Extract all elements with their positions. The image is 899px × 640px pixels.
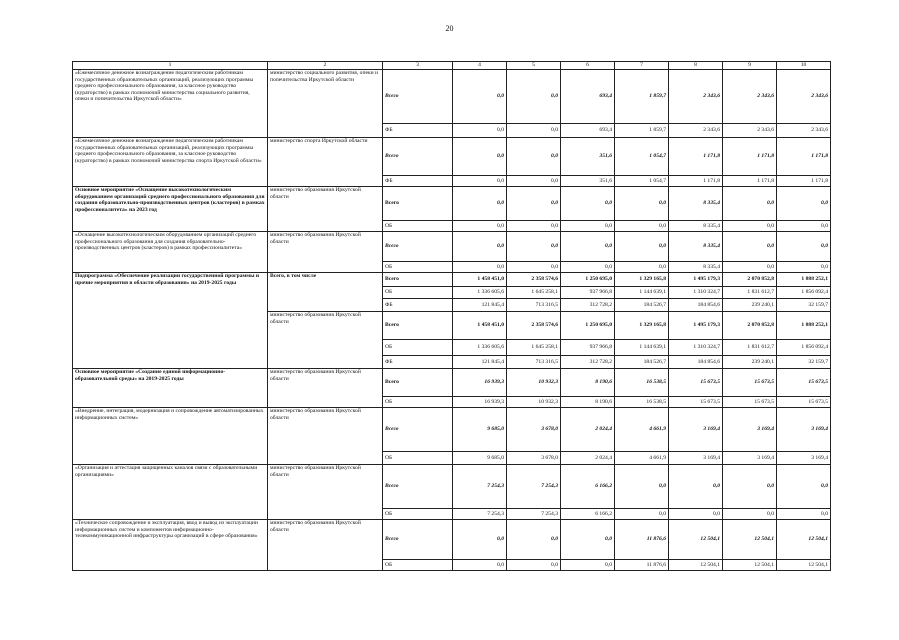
amount-cell: 4 661,9 — [615, 452, 669, 465]
amount-cell: 0,0 — [561, 520, 615, 560]
amount-cell: 16 939,3 — [453, 397, 507, 408]
amount-cell: 937 966,8 — [561, 287, 615, 299]
amount-cell: 0,0 — [561, 262, 615, 273]
amount-cell: 0,0 — [453, 232, 507, 262]
amount-cell: 12 504,1 — [723, 560, 777, 571]
amount-cell: 2 343,6 — [723, 70, 777, 124]
amount-cell: 1 250 695,0 — [561, 312, 615, 340]
amount-cell: 184 526,7 — [615, 299, 669, 312]
amount-cell: 0,0 — [723, 465, 777, 509]
amount-cell: 0,0 — [507, 520, 561, 560]
amount-cell: 0,0 — [777, 232, 831, 262]
amount-cell: 7 254,3 — [507, 465, 561, 509]
amount-cell: 1 645 258,1 — [507, 340, 561, 356]
table-row — [73, 187, 831, 221]
amount-cell: 0,0 — [561, 232, 615, 262]
funding-source-cell: ОБ — [383, 287, 453, 299]
amount-cell: 2 070 852,8 — [723, 273, 777, 287]
amount-cell: 1 329 165,8 — [615, 312, 669, 340]
amount-cell: 0,0 — [615, 221, 669, 232]
amount-cell: 4 661,9 — [615, 408, 669, 452]
column-number: 10 — [777, 62, 831, 70]
amount-cell: 7 254,3 — [507, 509, 561, 520]
table-row — [73, 520, 831, 560]
column-number: 7 — [615, 62, 669, 70]
amount-cell: 1 144 639,1 — [615, 287, 669, 299]
amount-cell: 2 343,6 — [777, 124, 831, 138]
column-number: 3 — [383, 62, 453, 70]
amount-cell: 0,0 — [723, 262, 777, 273]
amount-cell: 0,0 — [561, 560, 615, 571]
amount-cell: 1 495 179,3 — [669, 273, 723, 287]
activity-name-cell: Подпрограмма «Обеспечение реализации государственной программы и прочие мероприятия в области образования» на 2019-2025 годы — [73, 273, 268, 369]
amount-cell: 1 171,8 — [723, 138, 777, 176]
activity-name-cell: Основное мероприятие «Создание единой информационно-образовательной среды» на 2019-2025 годы — [73, 369, 268, 408]
amount-cell: 0,0 — [507, 560, 561, 571]
amount-cell: 3 678,0 — [507, 408, 561, 452]
amount-cell: 0,0 — [561, 187, 615, 221]
amount-cell: 12 504,1 — [669, 520, 723, 560]
amount-cell: 0,0 — [507, 70, 561, 124]
amount-cell: 312 728,2 — [561, 356, 615, 369]
amount-cell: 351,6 — [561, 176, 615, 187]
funding-source-cell: Всего — [383, 312, 453, 340]
amount-cell: 0,0 — [507, 187, 561, 221]
amount-cell: 9 685,0 — [453, 408, 507, 452]
amount-cell: 2 343,6 — [669, 70, 723, 124]
amount-cell: 0,0 — [507, 176, 561, 187]
funding-source-cell: ОБ — [383, 340, 453, 356]
funding-source-cell: Всего — [383, 187, 453, 221]
amount-cell: 15 673,5 — [723, 397, 777, 408]
funding-source-cell: ОБ — [383, 560, 453, 571]
amount-cell: 16 939,3 — [453, 369, 507, 397]
amount-cell: 32 159,7 — [777, 356, 831, 369]
amount-cell: 10 932,3 — [507, 397, 561, 408]
funding-source-cell: ОБ — [383, 262, 453, 273]
amount-cell: 0,0 — [777, 465, 831, 509]
funding-source-cell: ОБ — [383, 509, 453, 520]
amount-cell: 1 495 179,3 — [669, 312, 723, 340]
amount-cell: 0,0 — [777, 187, 831, 221]
amount-cell: 184 854,6 — [669, 356, 723, 369]
amount-cell: 0,0 — [453, 520, 507, 560]
amount-cell: 0,0 — [507, 124, 561, 138]
amount-cell: 0,0 — [453, 262, 507, 273]
column-number: 2 — [268, 62, 383, 70]
amount-cell: 1 171,8 — [669, 176, 723, 187]
amount-cell: 11 876,6 — [615, 560, 669, 571]
amount-cell: 32 159,7 — [777, 299, 831, 312]
amount-cell: 8 335,4 — [669, 232, 723, 262]
funding-source-cell: Всего — [383, 465, 453, 509]
funding-source-cell: Всего — [383, 273, 453, 287]
amount-cell: 1 171,8 — [723, 176, 777, 187]
executor-cell: министерство образования Иркутской области — [268, 312, 383, 369]
amount-cell: 184 854,6 — [669, 299, 723, 312]
amount-cell: 239 240,1 — [723, 299, 777, 312]
amount-cell: 0,0 — [615, 187, 669, 221]
amount-cell: 12 504,1 — [777, 520, 831, 560]
amount-cell: 16 538,5 — [615, 397, 669, 408]
executor-cell: министерство социального развития, опеки и попечительства Иркутской области — [268, 70, 383, 138]
activity-name-cell: Основное мероприятие «Оснащение высокотехнологическим оборудованием организаций среднего профессионального образования для создания образовательно-производственных центров (кластеров) в рамках профессионалитета» на 2023 год — [73, 187, 268, 232]
amount-cell: 0,0 — [615, 262, 669, 273]
amount-cell: 12 504,1 — [777, 560, 831, 571]
amount-cell: 15 673,5 — [777, 369, 831, 397]
activity-name-cell: «Ежемесячное денежное вознаграждение педагогическим работникам государственных образовательных организаций, реализующих программы среднего профессионального образования, за классное руководство (кураторство) в рамках полномочий министерства спорта Иркутской области» — [73, 138, 268, 187]
column-number: 5 — [507, 62, 561, 70]
amount-cell: 1 329 165,8 — [615, 273, 669, 287]
amount-cell: 1 171,8 — [669, 138, 723, 176]
amount-cell: 0,0 — [723, 232, 777, 262]
amount-cell: 15 673,5 — [723, 369, 777, 397]
amount-cell: 1 888 252,1 — [777, 312, 831, 340]
funding-source-cell: ОБ — [383, 221, 453, 232]
amount-cell: 8 335,4 — [669, 221, 723, 232]
amount-cell: 1 171,8 — [777, 138, 831, 176]
amount-cell: 351,6 — [561, 138, 615, 176]
table-row — [73, 232, 831, 262]
amount-cell: 0,0 — [615, 465, 669, 509]
column-number: 4 — [453, 62, 507, 70]
column-number: 8 — [669, 62, 723, 70]
amount-cell: 3 169,4 — [669, 408, 723, 452]
amount-cell: 0,0 — [507, 232, 561, 262]
table-row — [73, 70, 831, 124]
amount-cell: 1 645 258,1 — [507, 287, 561, 299]
amount-cell: 1 831 612,7 — [723, 287, 777, 299]
table-row — [73, 408, 831, 452]
amount-cell: 0,0 — [453, 221, 507, 232]
amount-cell: 12 504,1 — [669, 560, 723, 571]
amount-cell: 312 728,2 — [561, 299, 615, 312]
amount-cell: 0,0 — [453, 187, 507, 221]
amount-cell: 11 876,6 — [615, 520, 669, 560]
amount-cell: 1 144 639,1 — [615, 340, 669, 356]
amount-cell: 1 888 252,1 — [777, 273, 831, 287]
amount-cell: 1 859,7 — [615, 124, 669, 138]
table-row — [73, 273, 831, 287]
amount-cell: 1 336 605,6 — [453, 340, 507, 356]
amount-cell: 1 458 451,0 — [453, 312, 507, 340]
amount-cell: 0,0 — [453, 176, 507, 187]
amount-cell: 0,0 — [723, 187, 777, 221]
amount-cell: 0,0 — [669, 509, 723, 520]
executor-cell: министерство образования Иркутской области — [268, 465, 383, 520]
funding-source-cell: Всего — [383, 520, 453, 560]
amount-cell: 3 169,4 — [723, 452, 777, 465]
amount-cell: 2 343,6 — [723, 124, 777, 138]
amount-cell: 0,0 — [453, 124, 507, 138]
table-row — [73, 369, 831, 397]
executor-cell: министерство образования Иркутской области — [268, 187, 383, 232]
amount-cell: 713 316,5 — [507, 356, 561, 369]
funding-source-cell: ФБ — [383, 124, 453, 138]
amount-cell: 0,0 — [507, 138, 561, 176]
amount-cell: 8 335,4 — [669, 262, 723, 273]
executor-cell: министерство образования Иркутской области — [268, 232, 383, 273]
amount-cell: 0,0 — [615, 509, 669, 520]
amount-cell: 121 845,4 — [453, 356, 507, 369]
amount-cell: 2 024,4 — [561, 452, 615, 465]
amount-cell: 3 169,4 — [777, 408, 831, 452]
funding-source-cell: ФБ — [383, 356, 453, 369]
amount-cell: 1 250 695,0 — [561, 273, 615, 287]
amount-cell: 2 343,6 — [777, 70, 831, 124]
amount-cell: 15 673,5 — [777, 397, 831, 408]
amount-cell: 0,0 — [615, 232, 669, 262]
activity-name-cell: «Ежемесячное денежное вознаграждение педагогическим работникам государственных образовательных организаций, реализующих программы среднего профессионального образования, за классное руководство (кураторство) в рамках полномочий министерства социального развития, опеки и попечительства Иркутской области» — [73, 70, 268, 138]
executor-cell: министерство образования Иркутской области — [268, 408, 383, 465]
amount-cell: 0,0 — [453, 70, 507, 124]
funding-source-cell: ОБ — [383, 397, 453, 408]
amount-cell: 239 240,1 — [723, 356, 777, 369]
funding-source-cell: Всего — [383, 369, 453, 397]
amount-cell: 3 169,4 — [723, 408, 777, 452]
amount-cell: 121 845,4 — [453, 299, 507, 312]
amount-cell: 2 070 852,8 — [723, 312, 777, 340]
amount-cell: 1 859,7 — [615, 70, 669, 124]
activity-name-cell: «Оснащение высокотехнологическим оборудованием организаций среднего профессионального образования для создания образовательно-производственных центров (кластеров) в рамках профессионалитета» — [73, 232, 268, 273]
amount-cell: 2 358 574,6 — [507, 312, 561, 340]
amount-cell: 937 966,8 — [561, 340, 615, 356]
amount-cell: 3 169,4 — [777, 452, 831, 465]
amount-cell: 1 831 612,7 — [723, 340, 777, 356]
amount-cell: 1 054,7 — [615, 176, 669, 187]
executor-cell: министерство образования Иркутской области — [268, 369, 383, 408]
activity-name-cell: «Организация и аттестация защищенных каналов связи с образовательными организациями» — [73, 465, 268, 520]
amount-cell: 1 856 092,4 — [777, 340, 831, 356]
column-number: 1 — [73, 62, 268, 70]
amount-cell: 1 458 451,0 — [453, 273, 507, 287]
amount-cell: 16 538,5 — [615, 369, 669, 397]
table-row — [73, 465, 831, 509]
funding-source-cell: Всего — [383, 138, 453, 176]
amount-cell: 2 358 574,6 — [507, 273, 561, 287]
amount-cell: 693,4 — [561, 70, 615, 124]
funding-source-cell: Всего — [383, 232, 453, 262]
amount-cell: 693,4 — [561, 124, 615, 138]
amount-cell: 1 054,7 — [615, 138, 669, 176]
amount-cell: 713 316,5 — [507, 299, 561, 312]
amount-cell: 0,0 — [777, 221, 831, 232]
amount-cell: 7 254,3 — [453, 509, 507, 520]
amount-cell: 9 685,0 — [453, 452, 507, 465]
executor-cell: Всего, в том числе — [268, 273, 383, 312]
amount-cell: 0,0 — [669, 465, 723, 509]
amount-cell: 1 310 324,7 — [669, 287, 723, 299]
amount-cell: 0,0 — [507, 221, 561, 232]
amount-cell: 1 336 605,6 — [453, 287, 507, 299]
amount-cell: 184 526,7 — [615, 356, 669, 369]
page-number: 20 — [445, 24, 454, 33]
amount-cell: 1 856 092,4 — [777, 287, 831, 299]
amount-cell: 7 254,3 — [453, 465, 507, 509]
funding-source-cell: Всего — [383, 408, 453, 452]
executor-cell: министерство образования Иркутской области — [268, 520, 383, 571]
amount-cell: 2 343,6 — [669, 124, 723, 138]
amount-cell: 6 166,2 — [561, 509, 615, 520]
amount-cell: 15 673,5 — [669, 397, 723, 408]
amount-cell: 0,0 — [723, 509, 777, 520]
executor-cell: министерство спорта Иркутской области — [268, 138, 383, 187]
amount-cell: 1 310 324,7 — [669, 340, 723, 356]
amount-cell: 0,0 — [723, 221, 777, 232]
amount-cell: 6 166,2 — [561, 465, 615, 509]
activity-name-cell: «Внедрение, интеграция, модернизация и сопровождение автоматизированных информационных систем» — [73, 408, 268, 465]
amount-cell: 3 678,0 — [507, 452, 561, 465]
amount-cell: 1 171,8 — [777, 176, 831, 187]
column-number: 9 — [723, 62, 777, 70]
activity-name-cell: «Техническое сопровождение и эксплуатация, ввод и вывод из эксплуатации информационных систем и компонентов информационно-телекоммуникационной инфраструктуры организаций в сфере образования» — [73, 520, 268, 571]
amount-cell: 0,0 — [777, 262, 831, 273]
amount-cell: 8 190,6 — [561, 397, 615, 408]
amount-cell: 0,0 — [453, 138, 507, 176]
funding-source-cell: ОБ — [383, 452, 453, 465]
amount-cell: 3 169,4 — [669, 452, 723, 465]
funding-source-cell: ФБ — [383, 299, 453, 312]
amount-cell: 2 024,4 — [561, 408, 615, 452]
funding-source-cell: Всего — [383, 70, 453, 124]
amount-cell: 10 932,3 — [507, 369, 561, 397]
column-number-row — [73, 62, 831, 70]
amount-cell: 8 190,6 — [561, 369, 615, 397]
funding-source-cell: ФБ — [383, 176, 453, 187]
amount-cell: 0,0 — [777, 509, 831, 520]
amount-cell: 0,0 — [453, 560, 507, 571]
amount-cell: 0,0 — [561, 221, 615, 232]
budget-table — [72, 61, 831, 571]
table-row — [73, 138, 831, 176]
amount-cell: 12 504,1 — [723, 520, 777, 560]
amount-cell: 15 673,5 — [669, 369, 723, 397]
amount-cell: 8 335,4 — [669, 187, 723, 221]
amount-cell: 0,0 — [507, 262, 561, 273]
column-number: 6 — [561, 62, 615, 70]
